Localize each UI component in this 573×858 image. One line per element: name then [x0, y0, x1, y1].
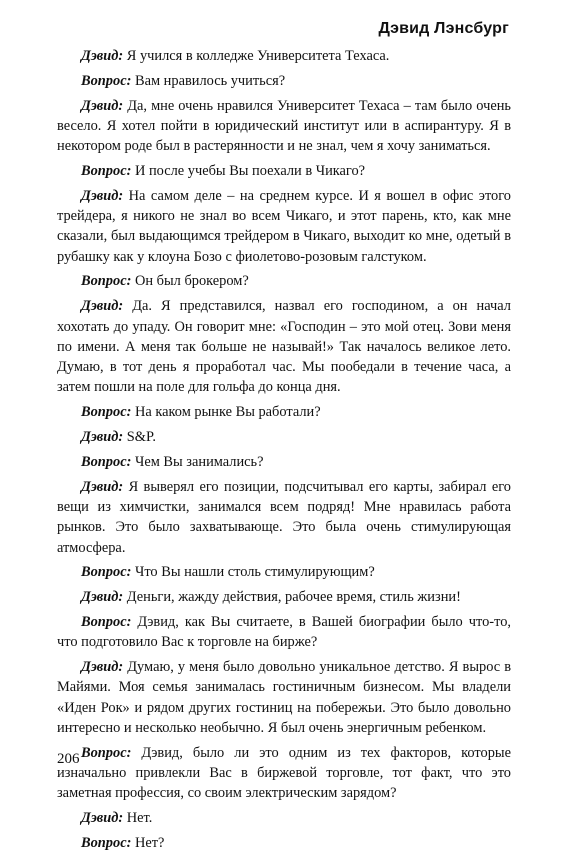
speech-text: Да, мне очень нравился Университет Техаса – там было очень весело. Я хотел пойти в юридический институт или в аспирантуру. Я в некотором роде был в растерянности и не знал, чем я хочу заниматься. [57, 97, 511, 155]
dialogue-paragraph [57, 71, 511, 91]
speech-text: И после учебы Вы поехали в Чикаго? [134, 162, 366, 179]
speaker-label: Вопрос: [81, 564, 132, 581]
dialogue-paragraph [57, 452, 511, 472]
dialogue-paragraph [57, 271, 511, 291]
speech-text: Что Вы нашли столь стимулирующим? [134, 564, 375, 581]
dialogue-paragraph [57, 743, 511, 804]
speech-text: Дэвид, как Вы считаете, в Вашей биографии было что-то, что подготовило Вас к торговле на бирже? [57, 613, 511, 651]
speaker-label: Вопрос: [81, 162, 132, 179]
speech-text: На каком рынке Вы работали? [134, 404, 321, 421]
speech-text: Я выверял его позиции, подсчитывал его карты, забирал его вещи из химчистки, занимался всем подряд! Мне нравилась работа рынков. Это было захватывающе. Это была очень стимулирующая атмосфера. [57, 478, 511, 556]
dialogue-paragraph [57, 833, 511, 853]
dialogue-paragraph [57, 612, 511, 653]
dialogue-paragraph [57, 96, 511, 157]
speech-text: Нет. [126, 810, 153, 827]
speaker-label: Вопрос: [81, 834, 132, 851]
page-number: 206 [57, 751, 80, 767]
speech-text: Вам нравилось учиться? [134, 72, 286, 89]
speech-text: На самом деле – на среднем курсе. И я вошел в офис этого трейдера, я никого не знал во всем Чикаго, и этот парень, кто, как мне сказали, был выдающимся трейдером в Чикаго, выходит ко мне, одетый в рубашку как у клоуна Бозо с фиолетово-розовым галстуком. [57, 187, 511, 265]
dialogue-paragraph [57, 657, 511, 738]
speech-text: Дэвид, было ли это одним из тех факторов, которые изначально привлекли Вас в биржевой торговле, тот факт, что это заметная профессия, со своим электрическим зарядом? [57, 744, 511, 802]
dialogue-paragraph [57, 186, 511, 267]
speech-text: Думаю, у меня было довольно уникальное детство. Я вырос в Майями. Моя семья занималась гостиничным бизнесом. Мы владели «Иден Рок» и рядом других гостиниц на побережьи. Это было довольно интересно и несколько необычно. Я был очень энергичным ребенком. [57, 659, 511, 736]
speaker-label: Дэвид: [81, 659, 124, 676]
speech-text: Чем Вы занимались? [134, 453, 264, 470]
speech-text: Да. Я представился, назвал его господином, а он начал хохотать до упаду. Он говорит мне: «Господин – это мой отец. Зови меня по имени. А меня так больше не называй!» Так началось великое лето. Думаю, в тот день я проработал час. Мы пообедали в течение часа, а затем пошли на поле для гольфа до конца дня. [57, 298, 511, 396]
dialogue-paragraph [57, 296, 511, 397]
speaker-label: Вопрос: [81, 72, 132, 89]
speaker-label: Дэвид: [81, 478, 124, 495]
interview-text [57, 46, 511, 858]
running-header: Дэвид Лэнсбург [378, 20, 509, 37]
speaker-label: Дэвид: [81, 187, 124, 204]
speech-text: Он был брокером? [134, 273, 249, 290]
dialogue-paragraph [57, 477, 511, 558]
speaker-label: Дэвид: [81, 810, 124, 827]
speaker-label: Дэвид: [81, 298, 124, 315]
dialogue-paragraph [57, 402, 511, 422]
dialogue-paragraph [57, 562, 511, 582]
speaker-label: Дэвид: [81, 97, 124, 114]
speech-text: S&P. [126, 429, 156, 446]
speaker-label: Вопрос: [81, 273, 132, 290]
speech-text: Нет? [134, 834, 165, 851]
dialogue-paragraph [57, 427, 511, 447]
speaker-label: Вопрос: [81, 453, 132, 470]
speaker-label: Вопрос: [81, 404, 132, 421]
dialogue-paragraph [57, 587, 511, 607]
speaker-label: Дэвид: [81, 589, 124, 606]
dialogue-paragraph [57, 808, 511, 828]
speaker-label: Дэвид: [81, 429, 124, 446]
dialogue-paragraph [57, 161, 511, 181]
speech-text: Я учился в колледже Университета Техаса. [126, 48, 390, 64]
speaker-label: Вопрос: [81, 744, 132, 761]
speech-text: Деньги, жажду действия, рабочее время, стиль жизни! [126, 589, 461, 606]
dialogue-paragraph [57, 46, 511, 66]
speaker-label: Дэвид: [81, 48, 124, 64]
speaker-label: Вопрос: [81, 613, 132, 630]
